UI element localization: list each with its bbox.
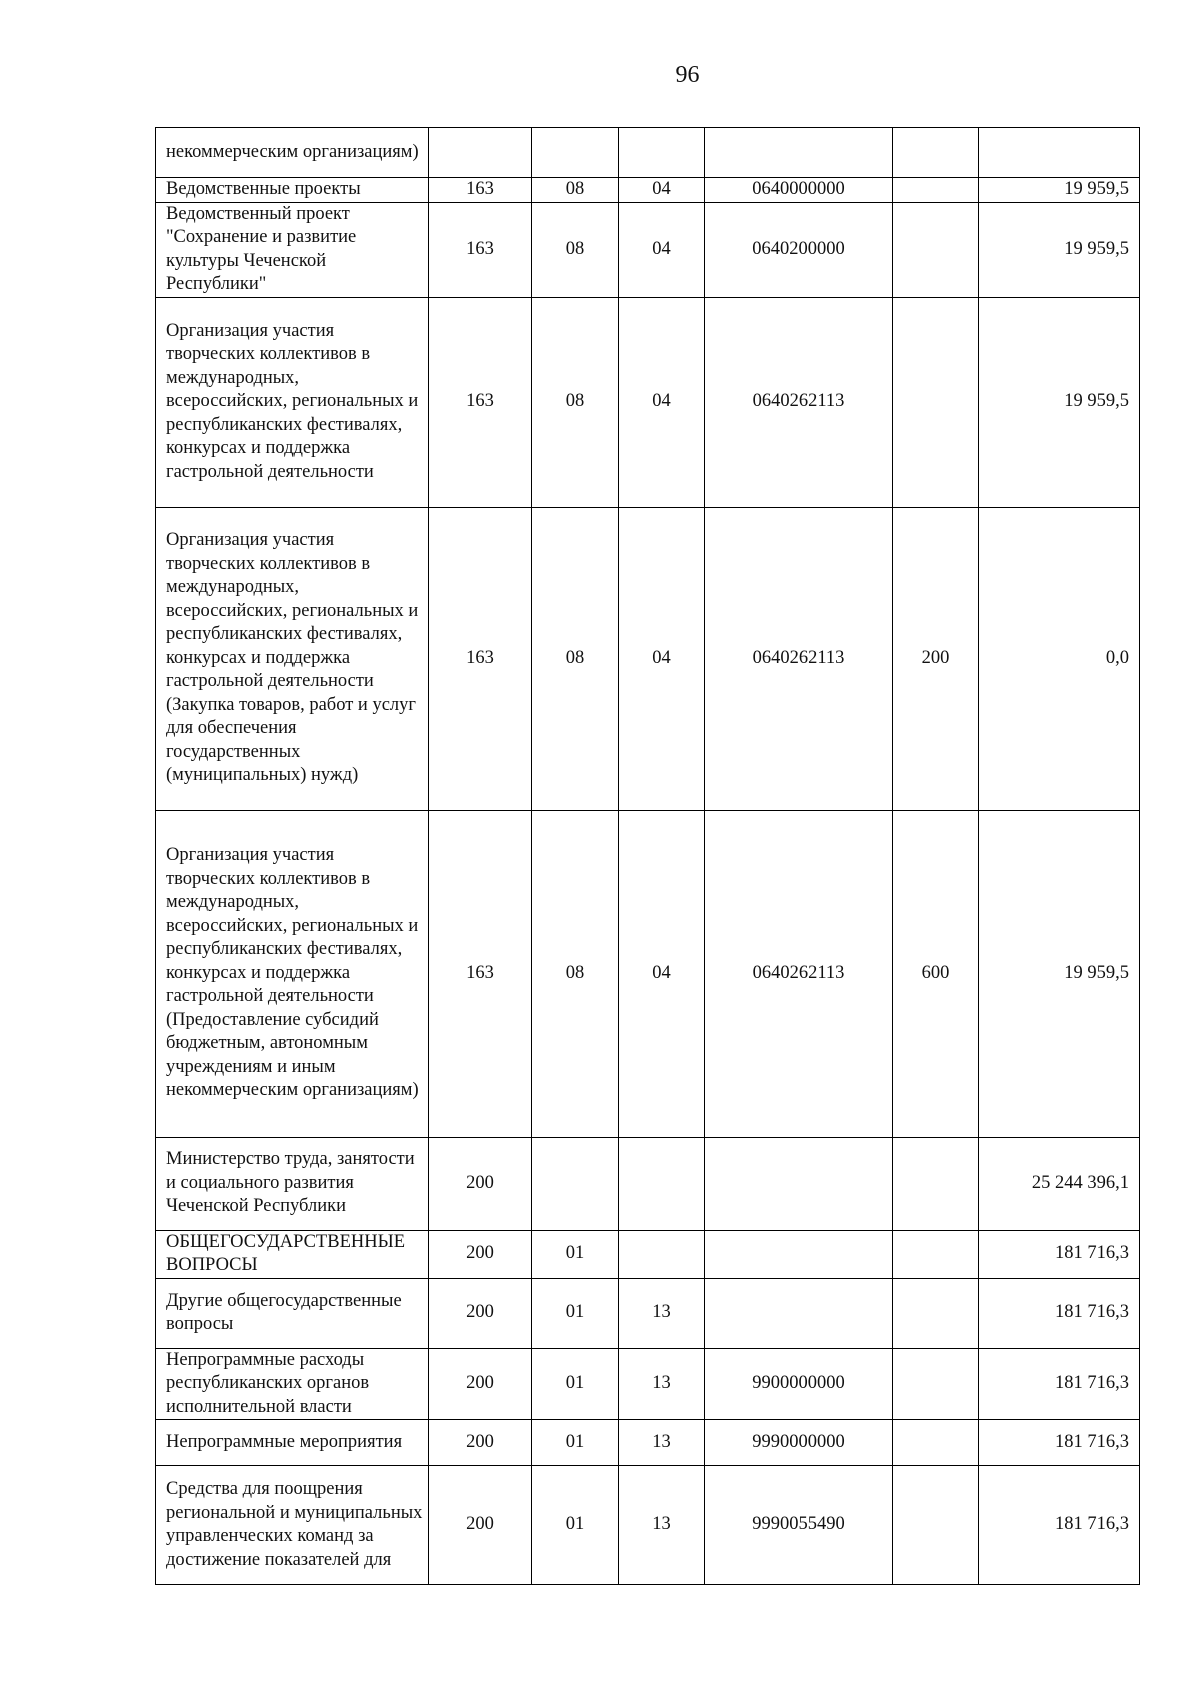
cell-amount: 0,0 [979,507,1140,810]
cell-glava: 163 [429,178,532,203]
cell-amount: 181 716,3 [979,1278,1140,1348]
cell-razdel: 01 [532,1466,619,1585]
cell-glava: 163 [429,202,532,297]
table-row [156,1420,1140,1466]
cell-razdel: 08 [532,507,619,810]
cell-target-article: 0640262113 [705,810,893,1137]
cell-name: Непрограммные расходы республиканских органов исполнительной власти [156,1348,429,1420]
cell-name: Организация участия творческих коллективов в международных, всероссийских, региональных и республиканских фестивалях, конкурсах и поддержка гастрольной деятельности [156,297,429,507]
cell-expense-type [893,178,979,203]
cell-podrazdel [619,1137,705,1230]
cell-podrazdel: 04 [619,202,705,297]
table-row [156,507,1140,810]
cell-name: Непрограммные мероприятия [156,1420,429,1466]
cell-name: ОБЩЕГОСУДАРСТВЕННЫЕ ВОПРОСЫ [156,1230,429,1278]
table-row [156,1137,1140,1230]
cell-amount: 181 716,3 [979,1348,1140,1420]
cell-glava: 200 [429,1348,532,1420]
cell-razdel [532,1137,619,1230]
cell-target-article [705,1230,893,1278]
cell-amount: 19 959,5 [979,202,1140,297]
cell-razdel [532,128,619,178]
cell-expense-type [893,202,979,297]
cell-name: Министерство труда, занятости и социального развития Чеченской Республики [156,1137,429,1230]
budget-table [155,127,1140,1585]
page-number: 96 [675,62,700,88]
cell-glava: 200 [429,1466,532,1585]
cell-glava [429,128,532,178]
cell-amount: 181 716,3 [979,1466,1140,1585]
cell-podrazdel: 04 [619,297,705,507]
cell-glava: 200 [429,1137,532,1230]
table-row [156,297,1140,507]
cell-name: Другие общегосударственные вопросы [156,1278,429,1348]
cell-expense-type [893,1137,979,1230]
cell-podrazdel [619,1230,705,1278]
table-row [156,202,1140,297]
cell-podrazdel: 13 [619,1466,705,1585]
cell-expense-type [893,1230,979,1278]
cell-razdel: 01 [532,1278,619,1348]
cell-podrazdel: 13 [619,1420,705,1466]
cell-razdel: 08 [532,810,619,1137]
cell-podrazdel: 04 [619,507,705,810]
cell-name: Средства для поощрения региональной и муниципальных управленческих команд за достижение показателей для [156,1466,429,1585]
table-row [156,1278,1140,1348]
table-row [156,178,1140,203]
cell-podrazdel [619,128,705,178]
cell-expense-type [893,1420,979,1466]
table-row [156,1348,1140,1420]
cell-amount: 181 716,3 [979,1420,1140,1466]
cell-name: Ведомственный проект "Сохранение и развитие культуры Чеченской Республики" [156,202,429,297]
cell-target-article: 0640262113 [705,507,893,810]
cell-razdel: 08 [532,178,619,203]
cell-podrazdel: 04 [619,810,705,1137]
cell-expense-type [893,297,979,507]
cell-target-article: 9990055490 [705,1466,893,1585]
cell-razdel: 08 [532,297,619,507]
cell-name: некоммерческим организациям) [156,128,429,178]
cell-glava: 200 [429,1420,532,1466]
table-row [156,1230,1140,1278]
cell-target-article: 0640000000 [705,178,893,203]
cell-amount: 181 716,3 [979,1230,1140,1278]
cell-expense-type [893,1348,979,1420]
cell-glava: 163 [429,297,532,507]
cell-target-article: 0640200000 [705,202,893,297]
cell-glava: 163 [429,810,532,1137]
cell-target-article: 0640262113 [705,297,893,507]
cell-podrazdel: 13 [619,1348,705,1420]
cell-name: Ведомственные проекты [156,178,429,203]
cell-target-article: 9900000000 [705,1348,893,1420]
cell-target-article [705,1137,893,1230]
cell-razdel: 08 [532,202,619,297]
cell-amount: 25 244 396,1 [979,1137,1140,1230]
cell-razdel: 01 [532,1420,619,1466]
cell-target-article: 9990000000 [705,1420,893,1466]
cell-glava: 163 [429,507,532,810]
cell-amount: 19 959,5 [979,297,1140,507]
cell-target-article [705,128,893,178]
cell-name: Организация участия творческих коллективов в международных, всероссийских, региональных и республиканских фестивалях, конкурсах и поддержка гастрольной деятельности (Закупка товаров, работ и услуг для обеспечения государственных (муниципальных) нужд) [156,507,429,810]
cell-amount: 19 959,5 [979,178,1140,203]
cell-expense-type: 600 [893,810,979,1137]
cell-expense-type [893,1278,979,1348]
cell-expense-type [893,1466,979,1585]
cell-name: Организация участия творческих коллективов в международных, всероссийских, региональных и республиканских фестивалях, конкурсах и поддержка гастрольной деятельности (Предоставление субсидий бюджетным, автономным учреждениям и иным некоммерческим организациям) [156,810,429,1137]
cell-podrazdel: 13 [619,1278,705,1348]
cell-podrazdel: 04 [619,178,705,203]
cell-amount: 19 959,5 [979,810,1140,1137]
cell-razdel: 01 [532,1348,619,1420]
cell-expense-type [893,128,979,178]
table-row [156,810,1140,1137]
cell-amount [979,128,1140,178]
cell-target-article [705,1278,893,1348]
cell-glava: 200 [429,1278,532,1348]
cell-glava: 200 [429,1230,532,1278]
table-row [156,1466,1140,1585]
cell-expense-type: 200 [893,507,979,810]
cell-razdel: 01 [532,1230,619,1278]
table-row [156,128,1140,178]
